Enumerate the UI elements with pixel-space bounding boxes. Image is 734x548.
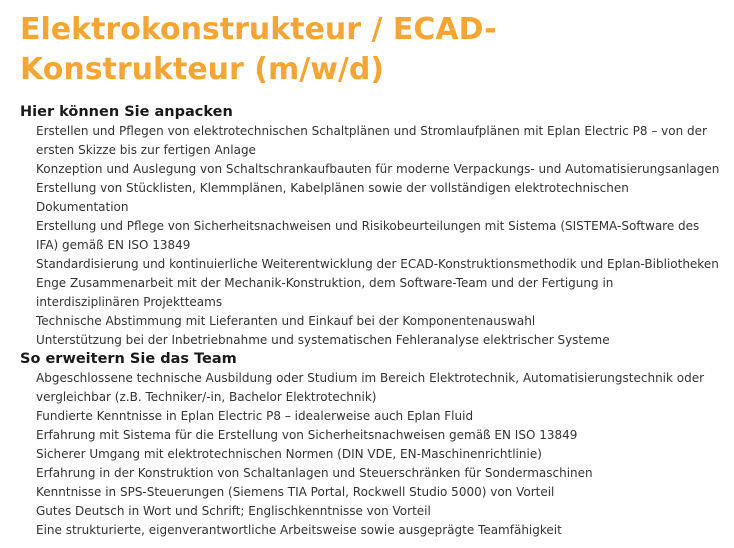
list-item: Sicherer Umgang mit elektrotechnischen Normen (DIN VDE, EN-Maschinenrichtlinie) [36,447,542,461]
requirements-section [20,350,720,540]
list-item: Standardisierung und kontinuierliche Weiterentwicklung der ECAD-Konstruktionsmethodik und Eplan-Bibliotheken [36,257,719,271]
list-item: Technische Abstimmung mit Lieferanten und Einkauf bei der Komponentenauswahl [36,314,536,328]
requirements-list [20,369,720,540]
list-item: Erstellung und Pflege von Sicherheitsnachweisen und Risikobeurteilungen mit Sistema (SISTEMA-Software des IFA) gemäß EN ISO 13849 [36,219,700,252]
responsibilities-list [20,122,720,350]
job-title: Elektrokonstrukteur / ECAD-Konstrukteur (m/w/d) [20,12,497,87]
section-heading: So erweitern Sie das Team [20,351,237,367]
list-item: Erstellen und Pflegen von elektrotechnischen Schaltplänen und Stromlaufplänen mit Eplan Electric P8 – von der ersten Skizze bis zur fertigen Anlage [36,124,707,157]
section-heading: Hier können Sie anpacken [20,104,233,120]
list-item: Erfahrung in der Konstruktion von Schaltanlagen und Steuerschränken für Sondermaschinen [36,466,593,480]
responsibilities-section [20,103,720,350]
list-item: Unterstützung bei der Inbetriebnahme und systematischen Fehleranalyse elektrischer Systeme [36,333,610,347]
list-item: Kenntnisse in SPS-Steuerungen (Siemens TIA Portal, Rockwell Studio 5000) von Vorteil [36,485,555,499]
list-item: Abgeschlossene technische Ausbildung oder Studium im Bereich Elektrotechnik, Automatisierungstechnik oder vergleichbar (z.B. Techniker/-in, Bachelor Elektrotechnik) [36,371,705,404]
list-item: Fundierte Kenntnisse in Eplan Electric P8 – idealerweise auch Eplan Fluid [36,409,474,423]
list-item: Eine strukturierte, eigenverantwortliche Arbeitsweise sowie ausgeprägte Teamfähigkeit [36,523,562,537]
list-item: Konzeption und Auslegung von Schaltschrankaufbauten für moderne Verpackungs- und Automatisierungsanlagen [36,162,720,176]
list-item: Gutes Deutsch in Wort und Schrift; Englischkenntnisse von Vorteil [36,504,431,518]
list-item: Erfahrung mit Sistema für die Erstellung von Sicherheitsnachweisen gemäß EN ISO 13849 [36,428,578,442]
list-item: Enge Zusammenarbeit mit der Mechanik-Konstruktion, dem Software-Team und der Fertigung in interdisziplinären Projektteams [36,276,614,309]
list-item: Erstellung von Stücklisten, Klemmplänen, Kabelplänen sowie der vollständigen elektrotechnischen Dokumentation [36,181,629,214]
